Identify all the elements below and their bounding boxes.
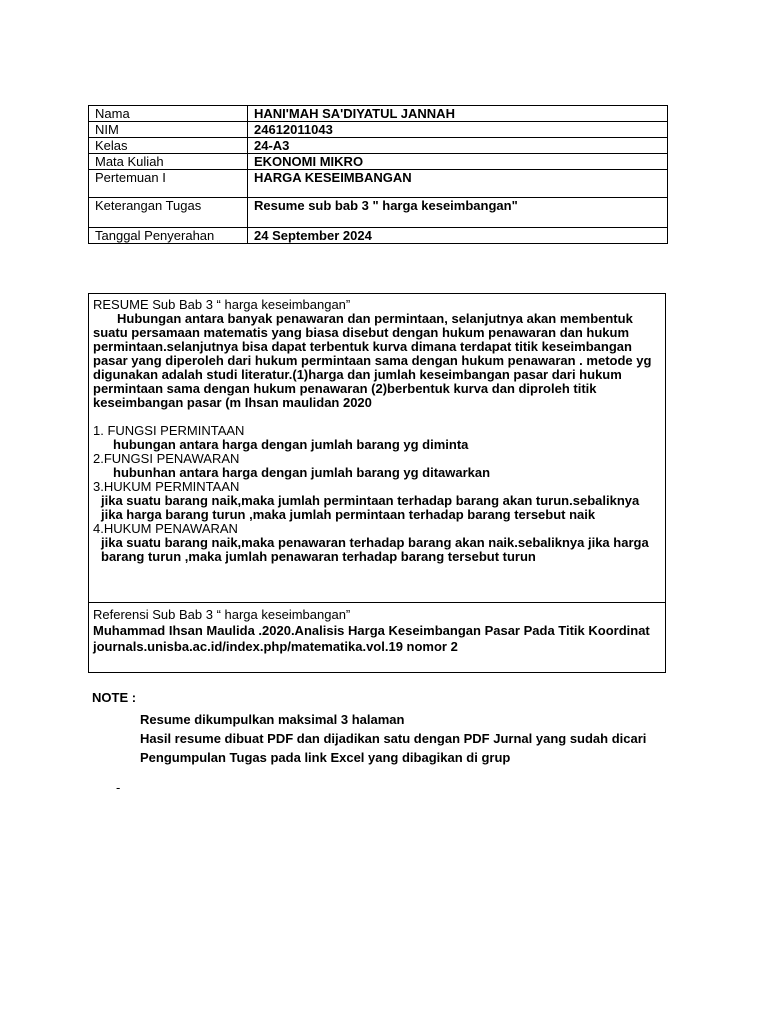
row-label: Tanggal Penyerahan xyxy=(89,228,248,244)
row-label: Pertemuan I xyxy=(89,170,248,198)
item4-title: 4.HUKUM PENAWARAN xyxy=(93,521,238,536)
row-value: HANI'MAH SA'DIYATUL JANNAH xyxy=(248,106,668,122)
resume-heading: RESUME Sub Bab 3 “ harga keseimbangan” xyxy=(93,297,351,312)
table-row xyxy=(89,228,668,244)
row-value: 24-A3 xyxy=(248,138,668,154)
note-item: Hasil resume dibuat PDF dan dijadikan satu dengan PDF Jurnal yang sudah dicari xyxy=(140,731,647,746)
identity-table xyxy=(88,105,668,244)
row-value: EKONOMI MIKRO xyxy=(248,154,668,170)
trailing-dash: - xyxy=(116,780,121,795)
item1-title: 1. FUNGSI PERMINTAAN xyxy=(93,423,245,438)
table-row xyxy=(89,198,668,228)
row-label: Nama xyxy=(89,106,248,122)
table-row xyxy=(89,122,668,138)
note-section xyxy=(92,690,672,768)
table-row xyxy=(89,170,668,198)
item2-title: 2.FUNGSI PENAWARAN xyxy=(93,451,240,466)
table-row xyxy=(89,138,668,154)
row-label: NIM xyxy=(89,122,248,138)
reference-heading: Referensi Sub Bab 3 “ harga keseimbangan” xyxy=(93,607,351,622)
note-title: NOTE : xyxy=(92,690,137,705)
row-value: Resume sub bab 3 " harga keseimbangan" xyxy=(248,198,668,228)
table-row xyxy=(89,106,668,122)
item3-title: 3.HUKUM PERMINTAAN xyxy=(93,479,240,494)
item3-text: jika suatu barang naik,maka jumlah permintaan terhadap barang akan turun.sebaliknya jika harga barang turun ,maka jumlah permintaan terhadap barang tersebut naik xyxy=(101,493,640,522)
item1-text: hubungan antara harga dengan jumlah barang yg diminta xyxy=(113,437,469,452)
row-label: Keterangan Tugas xyxy=(89,198,248,228)
row-value: 24 September 2024 xyxy=(248,228,668,244)
row-label: Kelas xyxy=(89,138,248,154)
note-item: Pengumpulan Tugas pada link Excel yang dibagikan di grup xyxy=(140,750,511,765)
reference-line-1: Muhammad Ihsan Maulida .2020.Analisis Harga Keseimbangan Pasar Pada Titik Koordinat xyxy=(93,623,650,638)
note-item: Resume dikumpulkan maksimal 3 halaman xyxy=(140,712,405,727)
resume-section xyxy=(88,293,666,602)
row-value: HARGA KESEIMBANGAN xyxy=(248,170,668,198)
reference-section xyxy=(88,602,666,673)
reference-line-2: journals.unisba.ac.id/index.php/matematika.vol.19 nomor 2 xyxy=(93,639,458,654)
item2-text: hubunhan antara harga dengan jumlah barang yg ditawarkan xyxy=(113,465,491,480)
resume-intro: Hubungan antara banyak penawaran dan permintaan, selanjutnya akan membentuk suatu persamaan matematis yang biasa disebut dengan hukum penawaran dan hukum permintaan.selanjutnya bisa dapat terbentuk kurva dimana terdapat titik keseimbangan pasar yang diperoleh dari hukum permintaan sama dengan hukum penawaran . metode yg digunakan adalah studi literatur.(1)harga dan jumlah keseimbangan pasar dari hukum permintaan sama dengan hukum penawaran (2)berbentuk kurva dan diproleh titik keseimbangan pasar (m Ihsan maulidan 2020 xyxy=(93,311,652,410)
row-value: 24612011043 xyxy=(248,122,668,138)
item4-text: jika suatu barang naik,maka penawaran terhadap barang akan naik.sebaliknya jika harga barang turun ,maka jumlah penawaran terhadap barang tersebut turun xyxy=(101,535,649,564)
table-row xyxy=(89,154,668,170)
row-label: Mata Kuliah xyxy=(89,154,248,170)
